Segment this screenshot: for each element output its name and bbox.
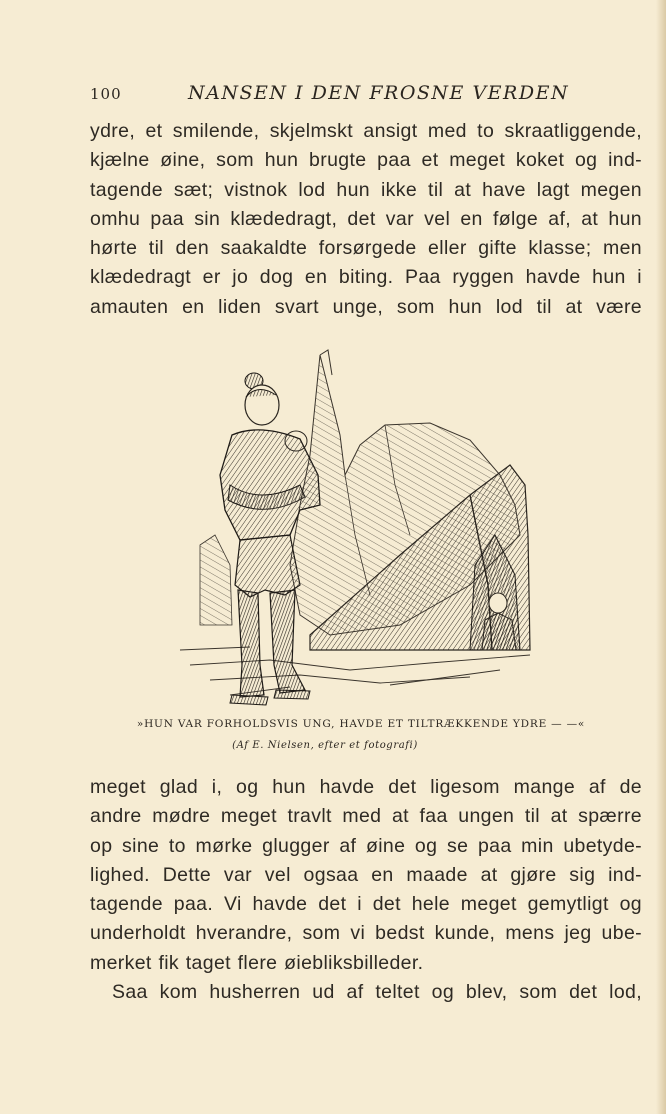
page-edge-shadow xyxy=(656,0,666,1114)
text-line: ydre, et smilende, skjelmskt ansigt med to skraatliggende, xyxy=(90,120,642,142)
running-title: NANSEN I DEN FROSNE VERDEN xyxy=(188,82,570,104)
text-line: op sine to mørke glugger af øine og se paa min ubetyde- xyxy=(90,834,642,857)
text-line: tagende sæt; vistnok lod hun ikke til at have lagt megen xyxy=(90,178,642,201)
paragraph-bottom xyxy=(90,773,642,1007)
text-line: andre mødre meget travlt med at faa ungen til at spærre xyxy=(90,805,642,828)
text-line: meget glad i, og hun havde det ligesom mange af de xyxy=(90,776,642,798)
text-line: omhu paa sin klædedragt, det var vel en følge af, at hun xyxy=(90,207,642,230)
text-line: amauten en liden svart unge, som hun lod til at være xyxy=(90,295,642,318)
text-line: underholdt hverandre, som vi bedst kunde, mens jeg ube- xyxy=(90,922,642,945)
engraving-drawing xyxy=(170,335,550,707)
text-line: tagende paa. Vi havde det i det hele meget gemytligt og xyxy=(90,893,642,916)
page-header xyxy=(90,82,570,106)
paragraph-top xyxy=(90,117,642,322)
text-line: Saa kom husherren ud af teltet og blev, som det lod, xyxy=(112,981,642,1004)
engraving-illustration xyxy=(170,335,550,707)
text-line: kjælne øine, som hun brugte paa et meget koket og ind- xyxy=(90,149,642,172)
page-number: 100 xyxy=(90,85,122,103)
text-line: merket fik taget flere øiebliksbilleder. xyxy=(90,951,424,974)
text-line: klædedragt er jo dog en biting. Paa ryggen havde hun i xyxy=(90,266,642,289)
figure-caption: »HUN VAR FORHOLDSVIS UNG, HAVDE ET TILTRÆKKENDE YDRE — —« xyxy=(136,718,586,730)
figure-credit: (Af E. Nielsen, efter et fotografi) xyxy=(232,740,418,751)
text-line: hørte til den saakaldte forsørgede eller gifte klasse; men xyxy=(90,237,642,260)
text-line: lighed. Dette var vel ogsaa en maade at gjøre sig ind- xyxy=(90,863,642,886)
